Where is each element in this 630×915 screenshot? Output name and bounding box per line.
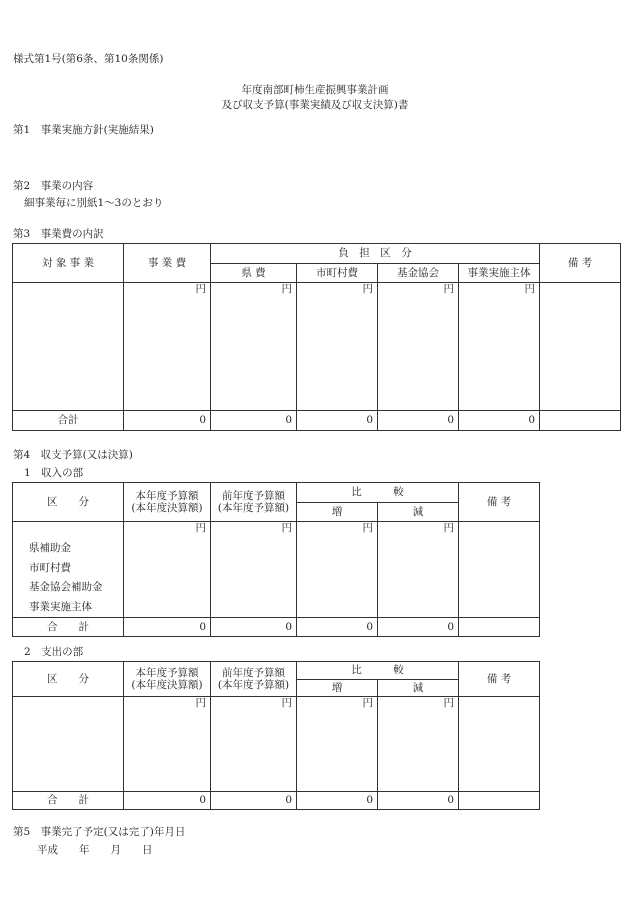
header-remarks: 備 考 bbox=[459, 662, 540, 697]
header-municipal-cost: 市町村費 bbox=[297, 264, 378, 283]
section3-heading: 第3 事業費の内訳 bbox=[13, 228, 104, 240]
remarks-cell bbox=[540, 283, 621, 411]
unit-label: 円 bbox=[124, 697, 211, 792]
header-remarks: 備 考 bbox=[540, 244, 621, 283]
header-comparison: 比 較 bbox=[297, 483, 459, 503]
header-decrease: 減 bbox=[378, 680, 459, 697]
header-last-year bbox=[211, 483, 297, 522]
last-year-line1: 前年度予算額 bbox=[222, 489, 285, 502]
header-this-year bbox=[124, 483, 211, 522]
total-value: 0 bbox=[378, 411, 459, 431]
unit-label: 円 bbox=[124, 522, 211, 618]
total-value: 0 bbox=[211, 411, 297, 431]
income-item: 基金協会補助金 bbox=[29, 581, 103, 593]
unit-label: 円 bbox=[211, 522, 297, 618]
income-item: 県補助金 bbox=[29, 542, 71, 554]
section5-heading: 第5 事業完了予定(又は完了)年月日 bbox=[13, 826, 186, 838]
section4-heading: 第4 収支予算(又は決算) bbox=[13, 449, 133, 461]
total-label: 合 計 bbox=[13, 792, 124, 810]
header-target-project: 対 象 事 業 bbox=[13, 244, 124, 283]
unit-label: 円 bbox=[211, 283, 297, 411]
income-item: 市町村費 bbox=[29, 561, 71, 574]
header-implementing-entity: 事業実施主体 bbox=[459, 264, 540, 283]
total-value: 0 bbox=[297, 618, 378, 637]
expense-heading: 2 支出の部 bbox=[24, 646, 84, 658]
expense-items bbox=[13, 697, 124, 792]
this-year-line2: (本年度決算額) bbox=[131, 679, 203, 691]
remarks-cell bbox=[540, 411, 621, 431]
total-value: 0 bbox=[124, 792, 211, 810]
header-this-year bbox=[124, 662, 211, 697]
section2-text: 細事業毎に別紙1～3のとおり bbox=[24, 197, 164, 209]
total-value: 0 bbox=[211, 618, 297, 637]
remarks-cell bbox=[459, 697, 540, 792]
total-value: 0 bbox=[378, 618, 459, 637]
total-value: 0 bbox=[297, 792, 378, 810]
completion-date: 平成 年 月 日 bbox=[37, 844, 153, 856]
unit-label: 円 bbox=[297, 283, 378, 411]
income-items bbox=[13, 522, 124, 618]
header-fund-association: 基金協会 bbox=[378, 264, 459, 283]
remarks-cell bbox=[459, 522, 540, 618]
document-title-line1: 年度南部町柿生産振興事業計画 bbox=[241, 84, 389, 96]
header-decrease: 減 bbox=[378, 503, 459, 522]
form-id: 様式第1号(第6条、第10条関係) bbox=[13, 53, 164, 65]
header-category: 区 分 bbox=[13, 662, 124, 697]
total-value: 0 bbox=[124, 411, 211, 431]
income-heading: 1 収入の部 bbox=[24, 467, 84, 479]
header-comparison: 比 較 bbox=[297, 662, 459, 680]
unit-label: 円 bbox=[378, 522, 459, 618]
target-project-cell bbox=[13, 283, 124, 411]
total-value: 0 bbox=[378, 792, 459, 810]
total-value: 0 bbox=[124, 618, 211, 637]
header-burden-division: 負 担 区 分 bbox=[211, 244, 540, 264]
unit-label: 円 bbox=[211, 697, 297, 792]
document-title-line2: 及び収支予算(事業実績及び収支決算)書 bbox=[221, 99, 409, 111]
total-label: 合 計 bbox=[13, 618, 124, 637]
header-project-cost: 事 業 費 bbox=[124, 244, 211, 283]
unit-label: 円 bbox=[378, 283, 459, 411]
unit-label: 円 bbox=[297, 697, 378, 792]
this-year-line2: (本年度決算額) bbox=[131, 502, 203, 514]
header-increase: 増 bbox=[297, 680, 378, 697]
this-year-line1: 本年度予算額 bbox=[135, 489, 199, 502]
section1-heading: 第1 事業実施方針(実施結果) bbox=[13, 124, 154, 136]
total-value: 0 bbox=[459, 411, 540, 431]
header-increase: 増 bbox=[297, 503, 378, 522]
section2-heading: 第2 事業の内容 bbox=[13, 180, 94, 192]
header-last-year bbox=[211, 662, 297, 697]
unit-label: 円 bbox=[378, 697, 459, 792]
cost-breakdown-table bbox=[12, 243, 621, 431]
total-value: 0 bbox=[211, 792, 297, 810]
unit-label: 円 bbox=[297, 522, 378, 618]
unit-label: 円 bbox=[459, 283, 540, 411]
last-year-line2: (本年度予算額) bbox=[217, 679, 290, 691]
header-remarks: 備 考 bbox=[459, 483, 540, 522]
expense-table bbox=[12, 661, 540, 810]
total-label: 合計 bbox=[13, 411, 124, 431]
this-year-line1: 本年度予算額 bbox=[135, 666, 199, 679]
header-prefecture-cost: 県 費 bbox=[211, 264, 297, 283]
income-item: 事業実施主体 bbox=[29, 600, 92, 613]
total-value: 0 bbox=[297, 411, 378, 431]
last-year-line1: 前年度予算額 bbox=[222, 666, 285, 679]
remarks-cell bbox=[459, 618, 540, 637]
header-category: 区 分 bbox=[13, 483, 124, 522]
income-table bbox=[12, 482, 540, 637]
last-year-line2: (本年度予算額) bbox=[217, 502, 290, 514]
remarks-cell bbox=[459, 792, 540, 810]
unit-label: 円 bbox=[124, 283, 211, 411]
